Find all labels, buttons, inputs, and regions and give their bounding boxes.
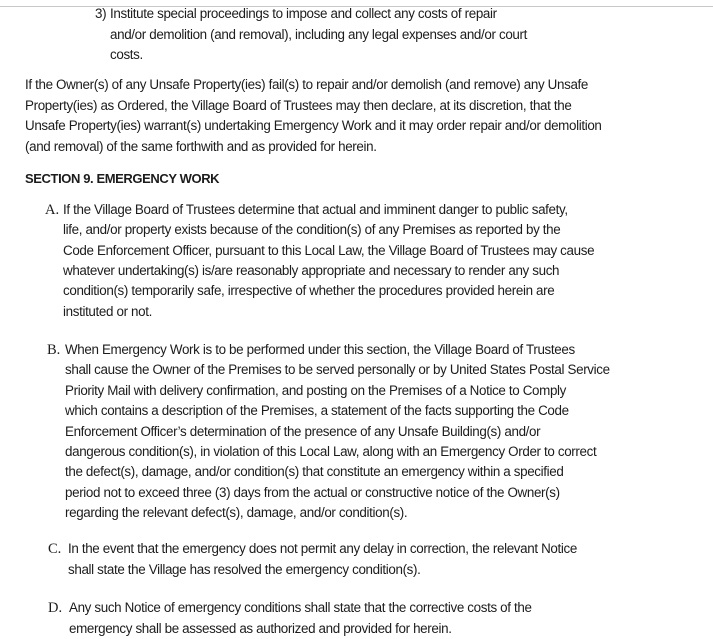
text-line: In the event that the emergency does not permit any delay in correction, the relevant Notice — [68, 541, 577, 556]
section-heading: SECTION 9. EMERGENCY WORK — [25, 171, 220, 186]
text-line: costs. — [110, 47, 143, 62]
text-line: If the Owner(s) of any Unsafe Property(ies) fail(s) to repair and/or demolish (and remove) any Unsafe — [25, 77, 589, 92]
list-marker: A. — [45, 202, 60, 218]
text-line: Enforcement Officer’s determination of the presence of any Unsafe Building(s) and/or — [65, 424, 541, 439]
text-line: Priority Mail with delivery confirmation, and posting on the Premises of a Notice to Comply — [65, 383, 567, 398]
text-line: When Emergency Work is to be performed under this section, the Village Board of Trustees — [65, 342, 575, 357]
text-line: Property(ies) as Ordered, the Village Board of Trustees may then declare, at its discretion, that the — [25, 98, 572, 113]
text-line: Code Enforcement Officer, pursuant to this Local Law, the Village Board of Trustees may cause — [63, 243, 595, 258]
text-line: (and removal) of the same forthwith and as provided for herein. — [25, 139, 377, 154]
text-line: shall state the Village has resolved the emergency condition(s). — [68, 562, 421, 577]
text-line: and/or demolition (and removal), including any legal expenses and/or court — [110, 27, 527, 42]
list-marker: D. — [48, 600, 63, 616]
text-line: condition(s) temporarily safe, irrespective of whether the procedures provided herein are — [63, 283, 555, 298]
text-line: period not to exceed three (3) days from the actual or constructive notice of the Owner(s) — [65, 485, 560, 500]
text-line: Any such Notice of emergency conditions shall state that the corrective costs of the — [69, 600, 532, 615]
text-line: which contains a description of the Premises, a statement of the facts supporting the Code — [65, 403, 569, 418]
list-marker: B. — [47, 342, 61, 358]
text-line: regarding the relevant defect(s), damage, and/or condition(s). — [65, 505, 408, 520]
text-line: instituted or not. — [63, 304, 152, 319]
text-line: dangerous condition(s), in violation of this Local Law, along with an Emergency Order to correct — [65, 444, 597, 459]
list-marker: C. — [48, 541, 62, 557]
text-line: the defect(s), damage, and/or condition(s) that constitute an emergency within a specified — [65, 464, 564, 479]
text-line: life, and/or property exists because of the condition(s) of any Premises as reported by the — [63, 222, 561, 237]
text-line: Unsafe Property(ies) warrant(s) undertaking Emergency Work and it may order repair and/or demolition — [25, 118, 602, 133]
list-marker: 3) — [95, 6, 107, 21]
text-line: If the Village Board of Trustees determine that actual and imminent danger to public safety, — [63, 202, 568, 217]
text-line: shall cause the Owner of the Premises to be served personally or by United States Postal Service — [65, 362, 610, 377]
text-line: whatever undertaking(s) is/are reasonably appropriate and necessary to render any such — [63, 263, 560, 278]
text-line: emergency shall be assessed as authorized and provided for herein. — [69, 621, 452, 636]
text-line: Institute special proceedings to impose and collect any costs of repair — [110, 6, 497, 21]
